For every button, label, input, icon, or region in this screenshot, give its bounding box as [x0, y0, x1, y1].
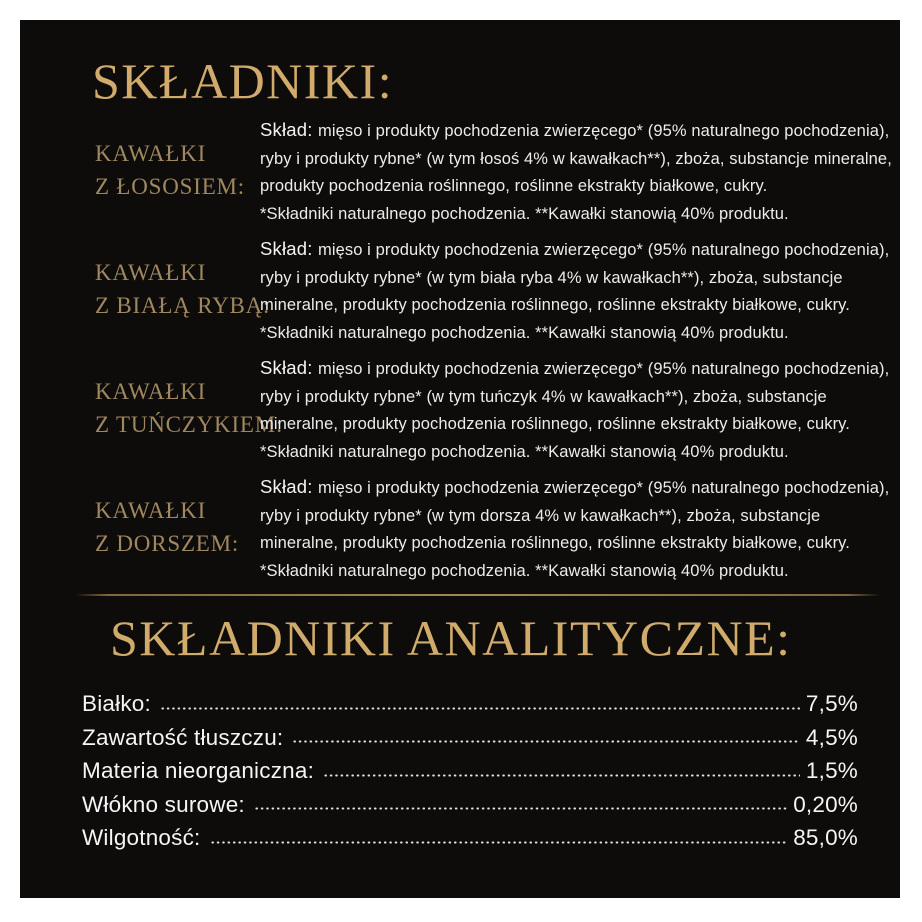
composition-line: *Składniki naturalnego pochodzenia. **Kawałki stanowią 40% produktu. — [260, 323, 789, 342]
composition-line: mineralne, produkty pochodzenia roślinnego, roślinne ekstrakty białkowe, cukry. — [260, 534, 850, 552]
table-row — [82, 756, 858, 790]
variant-label-line: Z TUŃCZYKIEM: — [95, 412, 284, 437]
variant-label-line: KAWAŁKI — [95, 379, 207, 404]
divider-line — [75, 594, 880, 596]
composition-line-text: mięso i produkty pochodzenia zwierzęcego* (95% naturalnego pochodzenia), — [317, 479, 890, 497]
row-label: Wilgotność: — [82, 825, 201, 850]
row-value: 4,5% — [805, 724, 858, 750]
table-row — [82, 689, 858, 723]
variant-label-line: KAWAŁKI — [95, 498, 207, 523]
row-label: Białko: — [82, 691, 151, 716]
variant-label-line: Z BIAŁĄ RYBĄ: — [95, 293, 271, 318]
row-value: 7,5% — [805, 691, 858, 716]
composition-line — [260, 235, 890, 265]
dot-leader — [292, 723, 800, 745]
composition-text — [260, 473, 890, 585]
composition-text — [260, 116, 892, 228]
composition-text — [260, 235, 890, 347]
table-row — [82, 823, 858, 857]
composition-lead: Skład: — [260, 357, 318, 378]
composition-line-text: mięso i produkty pochodzenia zwierzęcego* (95% naturalnego pochodzenia), — [317, 241, 890, 259]
variant-label — [95, 116, 260, 203]
label-panel — [20, 20, 900, 898]
composition-line-text: mięso i produkty pochodzenia zwierzęcego* (95% naturalnego pochodzenia), — [317, 360, 890, 378]
row-label: Materia nieorganiczna: — [82, 758, 315, 783]
ingredient-section — [95, 354, 890, 466]
composition-line: ryby i produkty rybne* (w tym dorsza 4% w kawałkach**), zboża, substancje — [260, 506, 821, 525]
composition-line: produkty pochodzenia roślinnego, roślinne ekstrakty białkowe, cukry. — [260, 177, 768, 195]
table-row — [82, 790, 858, 824]
ingredient-section — [95, 235, 890, 347]
composition-line: mineralne, produkty pochodzenia roślinnego, roślinne ekstrakty białkowe, cukry. — [260, 415, 850, 433]
composition-lead: Skład: — [260, 238, 318, 259]
composition-text — [260, 354, 890, 466]
variant-label-line: Z DORSZEM: — [95, 531, 240, 556]
variant-label-line: KAWAŁKI — [95, 141, 207, 166]
variant-label — [95, 473, 260, 560]
composition-line: *Składniki naturalnego pochodzenia. **Kawałki stanowią 40% produktu. — [260, 204, 789, 223]
ingredient-sections — [95, 116, 890, 585]
composition-lead: Skład: — [260, 476, 318, 497]
composition-line: mineralne, produkty pochodzenia roślinnego, roślinne ekstrakty białkowe, cukry. — [260, 296, 850, 314]
row-value: 1,5% — [805, 758, 858, 783]
composition-line — [260, 473, 890, 503]
variant-label-line: Z ŁOSOSIEM: — [95, 174, 246, 199]
composition-line: ryby i produkty rybne* (w tym tuńczyk 4% w kawałkach**), zboża, substancje — [260, 387, 827, 406]
table-row — [82, 723, 858, 757]
composition-line: ryby i produkty rybne* (w tym biała ryba 4% w kawałkach**), zboża, substancje — [260, 268, 843, 287]
row-label: Zawartość tłuszczu: — [82, 724, 284, 750]
dot-leader — [323, 756, 800, 778]
composition-line — [260, 116, 890, 146]
analytical-table — [82, 689, 858, 857]
variant-label-line: KAWAŁKI — [95, 260, 207, 285]
variant-label — [95, 354, 284, 441]
row-value: 85,0% — [793, 825, 858, 850]
variant-label — [95, 235, 271, 322]
dot-leader — [210, 823, 788, 845]
ingredient-section — [95, 473, 890, 585]
ingredients-title: SKŁADNIKI: — [92, 53, 394, 109]
composition-line: *Składniki naturalnego pochodzenia. **Kawałki stanowią 40% produktu. — [260, 561, 789, 580]
composition-lead: Skład: — [260, 119, 318, 140]
row-label: Włókno surowe: — [82, 791, 245, 817]
dot-leader — [160, 689, 800, 711]
composition-line: ryby i produkty rybne* (w tym łosoś 4% w kawałkach**), zboża, substancje mineralne, — [260, 149, 892, 168]
analytical-title: SKŁADNIKI ANALITYCZNE: — [110, 610, 792, 666]
composition-line — [260, 354, 890, 384]
row-value: 0,20% — [793, 791, 858, 817]
composition-line: *Składniki naturalnego pochodzenia. **Kawałki stanowią 40% produktu. — [260, 442, 789, 461]
dot-leader — [254, 790, 787, 812]
composition-line-text: mięso i produkty pochodzenia zwierzęcego* (95% naturalnego pochodzenia), — [317, 122, 890, 140]
ingredient-section — [95, 116, 890, 228]
